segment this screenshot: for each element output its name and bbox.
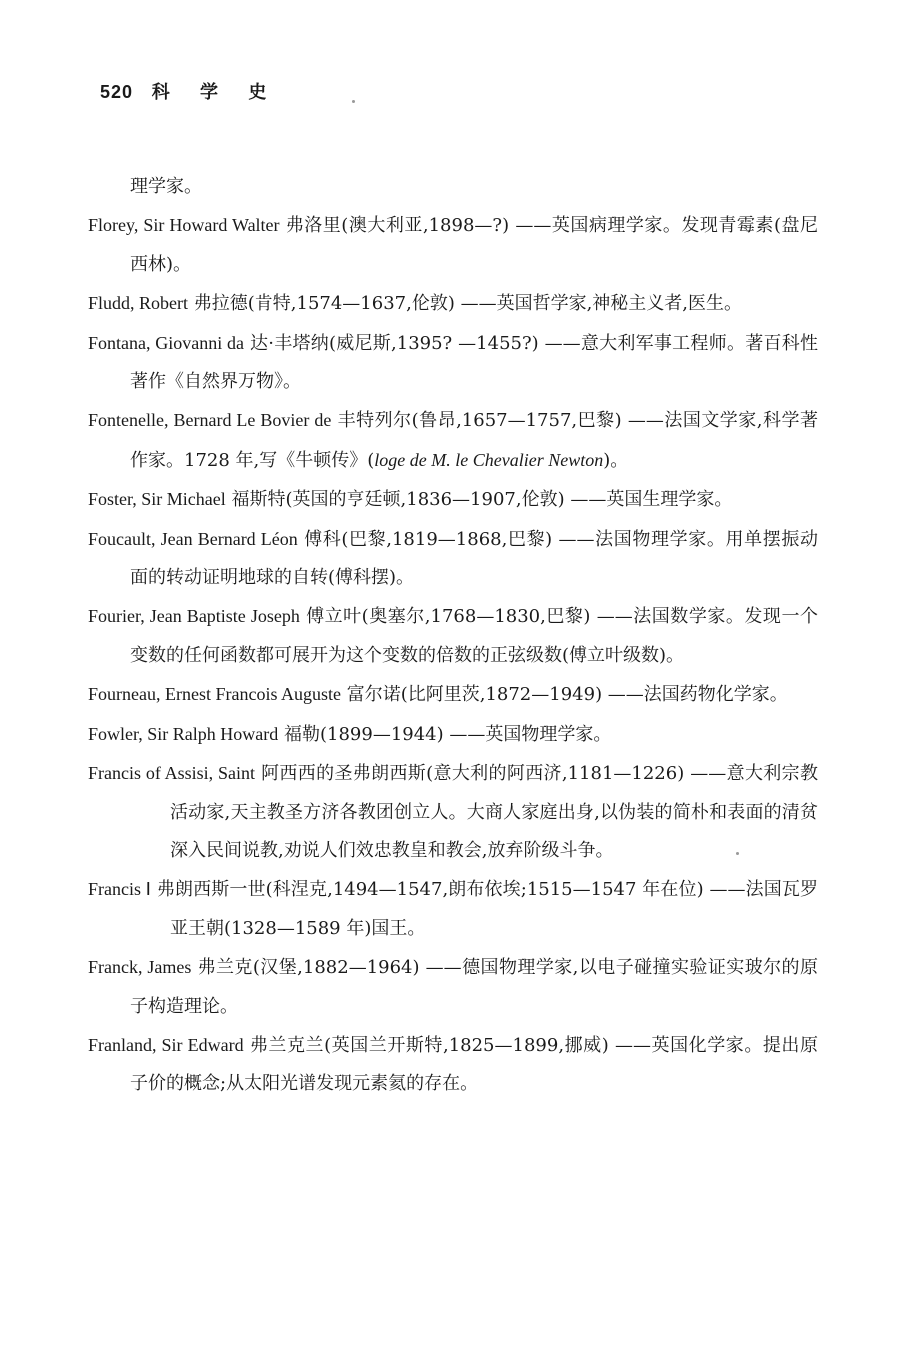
entry-text: 福斯特(英国的亨廷顿,1836—1907,伦敦) ——英国生理学家。 <box>231 489 733 511</box>
entry-name: Florey, Sir Howard Walter <box>88 215 280 236</box>
entry-fourneau <box>88 675 818 714</box>
entry-fludd <box>88 284 818 323</box>
entry-francis-of-assisi <box>88 754 818 870</box>
entry-text: 弗兰克(汉堡,1882—1964) ——德国物理学家,以电子碰撞实验证实玻尔的原子构造理论。 <box>130 957 818 1017</box>
entry-franck <box>88 948 818 1026</box>
running-header <box>100 78 278 104</box>
entry-fontenelle <box>88 401 818 480</box>
page-number: 520 <box>100 82 134 102</box>
entry-name: Fowler, Sir Ralph Howard <box>88 723 279 744</box>
entry-text: 达·丰塔纳(威尼斯,1395? —1455?) ——意大利军事工程师。著百科性著作《自然界万物》。 <box>130 332 818 393</box>
entry-name: Francis of Assisi, Saint <box>88 763 256 784</box>
entry-name: Fourneau, Ernest Francois Auguste <box>88 684 341 705</box>
entry-fowler <box>88 715 818 754</box>
entry-fourier <box>88 597 818 675</box>
entry-name: Fludd, Robert <box>88 293 189 314</box>
entry-foucault <box>88 520 818 598</box>
entry-name: Franland, Sir Edward <box>88 1034 244 1055</box>
entry-name: Fontenelle, Bernard Le Bovier de <box>88 410 332 431</box>
entry-name: Foster, Sir Michael <box>88 489 226 510</box>
entry-name: Foucault, Jean Bernard Léon <box>88 528 298 549</box>
print-speck <box>352 100 355 103</box>
entry-name: Fontana, Giovanni da <box>88 332 244 353</box>
entry-text: 福勒(1899—1944) ——英国物理学家。 <box>284 723 612 745</box>
running-title: 科 学 史 <box>151 82 279 103</box>
entry-italic-title: loge de M. le Chevalier Newton <box>374 449 604 470</box>
entry-florey <box>88 206 818 284</box>
entry-francis-i <box>88 870 818 948</box>
entry-foster <box>88 480 818 519</box>
print-speck <box>736 852 739 855</box>
entry-text: 阿西西的圣弗朗西斯(意大利的阿西济,1181—1226) ——意大利宗教活动家,天主教圣方济各教团创立人。大商人家庭出身,以伪装的简朴和表面的清贫深入民间说教,劝说人们效忠教皇和教会,放弃阶级斗争。 <box>170 763 818 861</box>
entry-name: Fourier, Jean Baptiste Joseph <box>88 606 300 627</box>
entry-text: 弗兰克兰(英国兰开斯特,1825—1899,挪威) ——英国化学家。提出原子价的概念;从太阳光谱发现元素氦的存在。 <box>130 1034 818 1095</box>
entry-text: 弗朗西斯一世(科涅克,1494—1547,朗布依埃;1515—1547 年在位) ——法国瓦罗亚王朝(1328—1589 年)国王。 <box>156 879 818 939</box>
entry-text: 傅立叶(奥塞尔,1768—1830,巴黎) ——法国数学家。发现一个变数的任何函数都可展开为这个变数的倍数的正弦级数(傅立叶级数)。 <box>130 606 818 666</box>
glossary-entries <box>88 168 818 1104</box>
entry-fontana <box>88 324 818 402</box>
entry-text: 傅科(巴黎,1819—1868,巴黎) ——法国物理学家。用单摆振动面的转动证明地球的自转(傅科摆)。 <box>130 528 818 589</box>
entry-franland <box>88 1026 818 1104</box>
entry-name: Franck, James <box>88 957 192 978</box>
entry-text: 弗拉德(肯特,1574—1637,伦敦) ——英国哲学家,神秘主义者,医生。 <box>193 293 743 315</box>
entry-text-end: )。 <box>603 449 629 471</box>
entry-name: Francis Ⅰ <box>88 879 152 900</box>
entry-text: 弗洛里(澳大利亚,1898—?) ——英国病理学家。发现青霉素(盘尼西林)。 <box>130 215 818 275</box>
entry-text: 富尔诺(比阿里茨,1872—1949) ——法国药物化学家。 <box>346 684 788 706</box>
entry-text: 丰特列尔(鲁昂,1657—1757,巴黎) ——法国文学家,科学著作家。1728 年,写《牛顿传》( <box>130 410 818 471</box>
continuation-text: 理学家。 <box>130 176 202 197</box>
